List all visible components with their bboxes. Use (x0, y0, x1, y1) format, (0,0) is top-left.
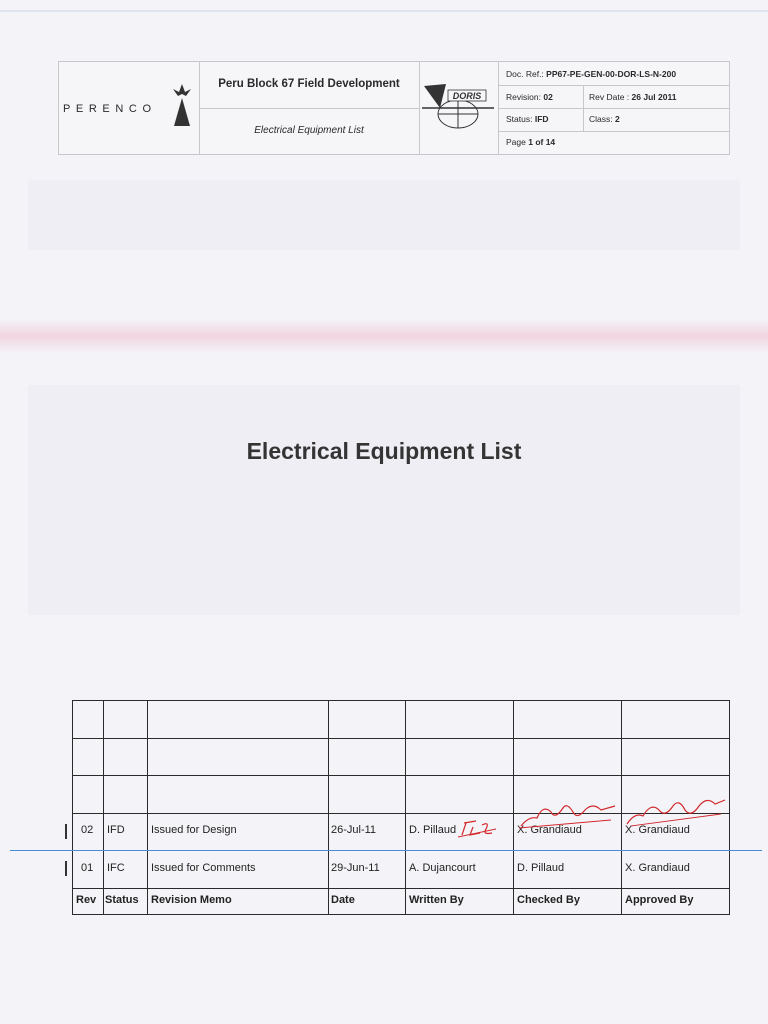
table-cell-date: 26-Jul-11 (331, 824, 377, 836)
column-header-status: Status (105, 894, 139, 906)
project-title: Peru Block 67 Field Development (218, 78, 400, 90)
table-cell-date: 29-Jun-11 (331, 862, 380, 874)
column-header-written-by: Written By (409, 894, 464, 906)
change-bar (65, 861, 67, 876)
main-title: Electrical Equipment List (246, 438, 522, 464)
table-cell-status: IFD (107, 824, 125, 836)
signature-written-by (440, 815, 500, 843)
doris-logo-text: DORIS (452, 91, 482, 101)
page-edge-line (0, 10, 768, 12)
doc-ref: Doc. Ref.: PP67-PE-GEN-00-DOR-LS-N-200 (506, 69, 677, 79)
column-header-date: Date (331, 894, 355, 906)
table-cell-checked-by: D. Pillaud (517, 862, 565, 874)
revision: Revision: 02 (506, 92, 553, 102)
column-header-rev: Rev (76, 894, 97, 906)
scan-bleed-area (28, 180, 740, 250)
page-number: Page 1 of 14 (506, 137, 556, 147)
table-cell-rev: 02 (81, 824, 94, 836)
table-cell-rev: 01 (81, 862, 94, 874)
change-bar (65, 824, 67, 839)
table-cell-memo: Issued for Design (151, 824, 237, 836)
table-cell-approved-by: X. Grandiaud (625, 862, 690, 874)
scan-artifact-line (10, 850, 762, 851)
signature-checked-by (515, 798, 620, 830)
class: Class: 2 (589, 114, 620, 124)
scan-bleed-area (28, 385, 740, 615)
column-header-memo: Revision Memo (151, 894, 232, 906)
table-cell-written-by: D. Pillaud (409, 824, 457, 836)
table-cell-status: IFC (107, 862, 125, 874)
rev-date: Rev Date : 26 Jul 2011 (589, 92, 677, 102)
perenco-tree-logo-icon (170, 82, 194, 132)
column-header-approved-by: Approved By (625, 894, 694, 906)
document-header (58, 61, 730, 155)
table-cell-checked-by: X. Grandiaud (517, 824, 582, 836)
scan-artifact-band (0, 318, 768, 354)
document-title: Electrical Equipment List (254, 125, 364, 136)
column-header-checked-by: Checked By (517, 894, 580, 906)
table-cell-written-by: A. Dujancourt (409, 862, 476, 874)
signature-approved-by (623, 794, 728, 828)
company-logo-text: PERENCO (63, 103, 157, 115)
table-cell-approved-by: X. Grandiaud (625, 824, 690, 836)
table-cell-memo: Issued for Comments (151, 862, 256, 874)
doris-logo-icon (420, 76, 498, 140)
status: Status: IFD (506, 114, 549, 124)
